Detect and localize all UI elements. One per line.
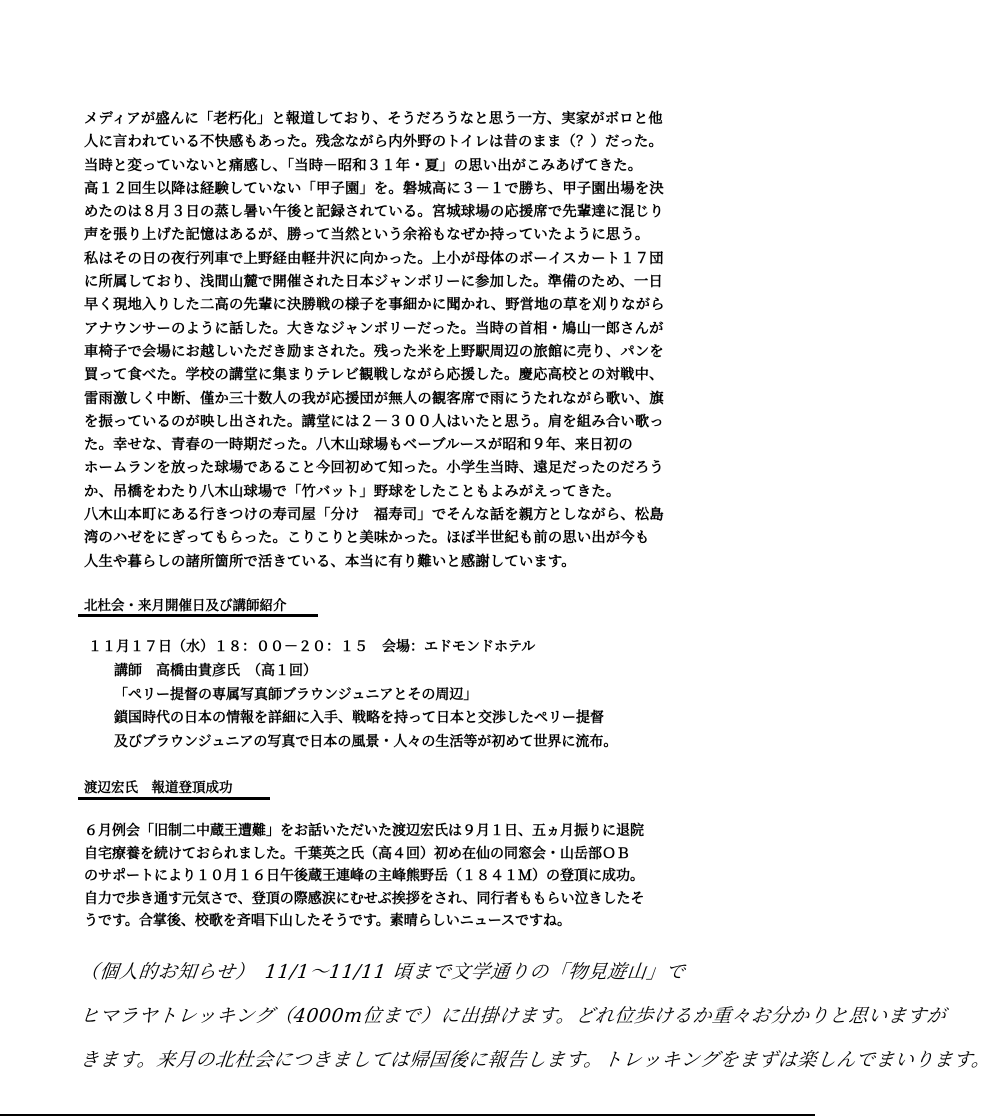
essay-line: メディアが盛んに「老朽化」と報道しており、そうだろうなと思う一方、実家がボロと他: [84, 111, 663, 127]
event-details: [88, 636, 788, 755]
handwritten-note: [78, 950, 992, 1082]
event-section-heading: 北杜会・来月開催日及び講師紹介: [84, 598, 287, 614]
essay-line: か、吊橋をわたり八木山球場で「竹バット」野球をしたこともよみがえってきた。: [84, 483, 621, 500]
essay-line: 人に言われている不快感もあった。残念ながら内外野のトイレは昔のまま（？）だった。: [84, 134, 664, 151]
essay-body: [84, 108, 784, 574]
event-description-line: 鎖国時代の日本の情報を詳細に入手、戦略を持って日本と交渉したペリー提督: [114, 710, 604, 727]
essay-line: 私はその日の夜行列車で上野経由軽井沢に向かった。上小が母体のボーイスカート１７団: [84, 250, 664, 267]
essay-line: 雷雨激しく中断、僅か三十数人の我が応援団が無人の観客席で雨にうたれながら歌い、旗: [84, 390, 664, 407]
essay-line: 湾のハゼをにぎってもらった。こりこりと美味かった。ほぼ半世紀も前の思い出が今も: [84, 530, 650, 547]
event-title-line: 「ペリー提督の専属写真師ブラウンジュニアとその周辺」: [114, 686, 478, 703]
essay-line: 当時と変っていないと痛感し、「当時－昭和３１年・夏」の思い出がこみあげてきた。: [84, 157, 643, 174]
handwritten-line: きます。来月の北杜会につきましては帰国後に報告します。トレッキングをまずは楽しんでまいります。: [78, 1049, 992, 1071]
news-body: [84, 820, 784, 933]
essay-line: 買って食べた。学校の講堂に集まりテレビ観戦しながら応援した。慶応高校との対戦中、: [84, 367, 664, 384]
essay-line: た。幸せな、青春の一時期だった。八木山球場もベーブルースが昭和９年、来日初の: [84, 437, 633, 454]
essay-line: 声を張り上げた記憶はあるが、勝って当然という余裕もなぜか持っていたように思う。: [84, 227, 650, 244]
essay-line: 早く現地入りした二高の先輩に決勝戦の様子を事細かに聞かれ、野営地の草を刈りながら: [84, 297, 665, 314]
news-line: のサポートにより１０月１６日午後蔵王連峰の主峰熊野岳（１８４１Ｍ）の登頂に成功。: [84, 868, 644, 885]
essay-line: に所属しており、浅間山麓で開催された日本ジャンボリーに参加した。準備のため、一日: [84, 274, 664, 291]
essay-line: 高１２回生以降は経験していない「甲子園」を。磐城高に３－１で勝ち、甲子園出場を決: [84, 180, 664, 197]
event-description-line: 及びブラウンジュニアの写真で日本の風景・人々の生活等が初めて世界に流布。: [114, 734, 618, 751]
essay-line: 人生や暮らしの諸所箇所で活きている、本当に有り難いと感謝しています。: [84, 553, 576, 570]
page-bottom-edge: [0, 1114, 815, 1116]
news-heading-underline: [78, 797, 270, 800]
essay-line: ホームランを放った球場であること今回初めて知った。小学生当時、遠足だったのだろう: [84, 460, 664, 477]
news-line: 自宅療養を続けておられました。千葉英之氏（高４回）初め在仙の同窓会・山岳部ＯＢ: [84, 845, 630, 862]
essay-line: を振っているのが映し出された。講堂には２－３００人はいたと思う。肩を組み合い歌っ: [84, 413, 664, 430]
news-line: 自力で歩き通す元気さで、登頂の際感涙にむせぶ挨拶をされ、同行者ももらい泣きしたそ: [84, 890, 645, 907]
essay-line: めたのは８月３日の蒸し暑い午後と記録されている。宮城球場の応援席で先輩達に混じり: [84, 204, 664, 221]
handwritten-line: ヒマラヤトレッキング（4000m位まで）に出掛けます。どれ位歩けるか重々お分かりと思いますが: [78, 1005, 948, 1027]
news-line: うです。合掌後、校歌を斉唱下山したそうです。素晴らしいニュースですね。: [84, 913, 572, 930]
event-heading-underline: [78, 614, 318, 617]
essay-line: 車椅子で会場にお越しいただき励まされた。残った米を上野駅周辺の旅館に売り、パンを: [84, 343, 664, 360]
news-line: ６月例会「旧制二中蔵王遭難」をお話いただいた渡辺宏氏は９月１日、五ヵ月振りに退院: [84, 823, 644, 839]
news-section-heading: 渡辺宏氏 報道登頂成功: [84, 780, 233, 796]
event-lecturer-line: 講師 高橋由貴彦氏 （高１回）: [114, 662, 317, 679]
essay-line: アナウンサーのように話した。大きなジャンボリーだった。当時の首相・鳩山一郎さんが: [84, 320, 664, 337]
handwritten-line: （個人的お知らせ） 11/1～11/11 頃まで文学通りの「物見遊山」で: [78, 961, 687, 983]
event-date-line: １１月１７日（水）１８：００－２０：１５ 会場：エドモンドホテル: [88, 639, 536, 655]
essay-line: 八木山本町にある行きつけの寿司屋「分け 福寿司」でそんな話を親方としながら、松島: [84, 507, 664, 524]
